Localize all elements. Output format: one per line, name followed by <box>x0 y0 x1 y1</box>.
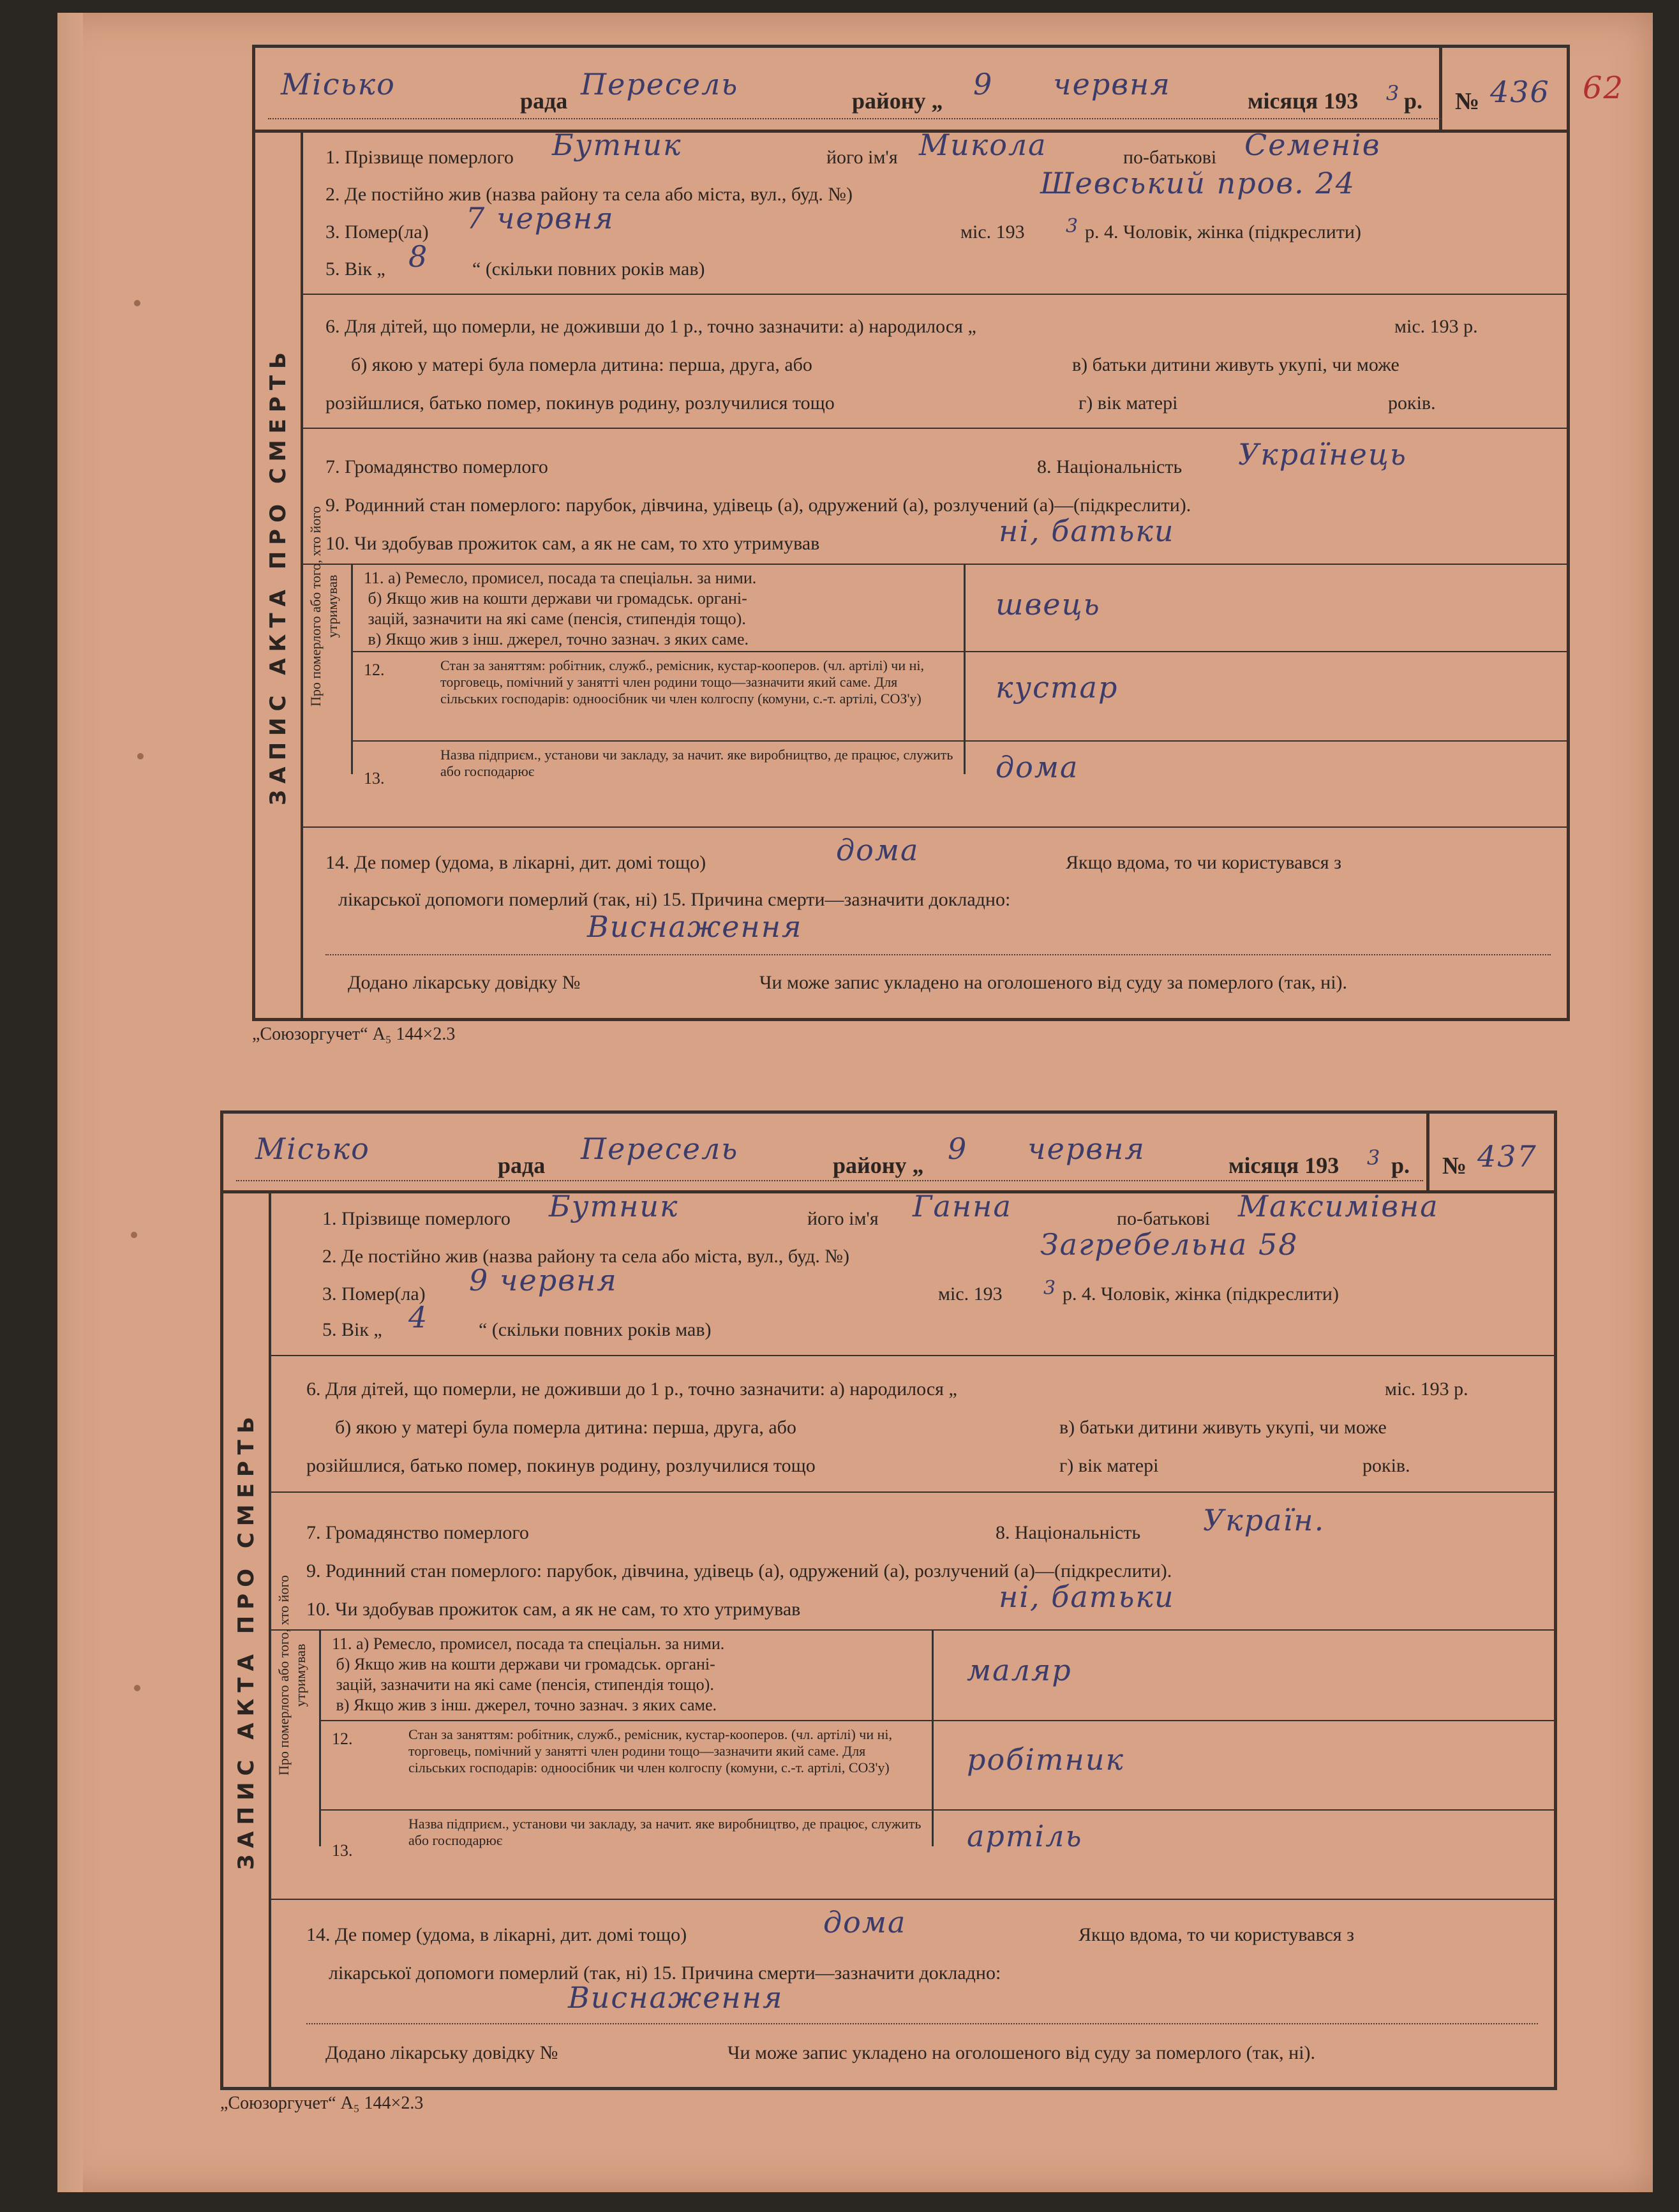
year-suffix: р. <box>1391 1153 1410 1178</box>
field-3-label: 3. Помер(ла) <box>322 1283 426 1304</box>
side-title: ЗАПИС АКТА ПРО СМЕРТЬ <box>255 130 303 1021</box>
field-3-month-label: міс. 193 <box>960 221 1025 243</box>
field-2-label: 2. Де постійно жив (назва району та села або міста, вул., буд. №) <box>325 184 853 205</box>
record-number-handwritten: 437 <box>1477 1139 1537 1174</box>
field-1-label: 1. Прізвище померлого <box>322 1208 511 1229</box>
record-number-box <box>1439 48 1567 130</box>
field-16-label: Додано лікарську довідку № <box>348 972 581 993</box>
punch-hole <box>134 1685 140 1691</box>
death-record-form-1 <box>252 45 1570 1021</box>
field-3-value: 7 червня <box>466 201 615 235</box>
field-4-label: р. 4. Чоловік, жінка (підкреслити) <box>1085 221 1361 243</box>
council-handwritten: Місько <box>255 1132 370 1166</box>
month-label: місяця 193 <box>1228 1153 1339 1178</box>
field-3-value: 9 червня <box>469 1263 618 1297</box>
punch-hole <box>134 300 140 306</box>
field-1-patronymic-label: по-батькові <box>1117 1208 1211 1229</box>
field-14-label: 14. Де помер (удома, в лікарні, дит. домі тощо) <box>325 852 706 873</box>
field-8-label: 8. Національність <box>996 1522 1141 1543</box>
field-8-value: Україн. <box>1203 1503 1325 1537</box>
council-label: рада <box>520 88 568 114</box>
field-6-line-2: б) якою у матері була померла дитина: перша, друга, або <box>335 1417 796 1438</box>
month-label: місяця 193 <box>1248 88 1359 114</box>
day-handwritten: 9 <box>973 67 994 101</box>
field-11-label: 11. а) Ремесло, промисел, посада та спеціальн. за ними. б) Якщо жив на кошти держави чи громадськ. органі- зацій, зазначити на які саме (пенсія, стипендія тощо). в) Якщо жив з інш. джерел, точно зазнач. з яких саме. <box>332 1634 725 1714</box>
field-6-line-3: розійшлися, батько помер, покинув родину, розлучилися тощо <box>306 1455 816 1476</box>
year-handwritten: 3 <box>1386 81 1401 105</box>
field-13-number: 13. <box>332 1841 353 1860</box>
field-1-label: 1. Прізвище померлого <box>325 147 514 168</box>
field-5-value: 8 <box>408 239 429 274</box>
field-1-surname: Бутник <box>549 1189 679 1223</box>
field-1-name: Микола <box>919 128 1047 162</box>
field-3-month-label: міс. 193 <box>938 1283 1003 1304</box>
year-suffix: р. <box>1404 88 1423 114</box>
field-1-name: Ганна <box>913 1189 1012 1223</box>
field-2-value: Загребельна 58 <box>1040 1227 1299 1262</box>
field-2-label: 2. Де постійно жив (назва району та села або міста, вул., буд. №) <box>322 1246 849 1267</box>
district-handwritten: Пересель <box>581 67 739 101</box>
field-6-line-2: б) якою у матері була померла дитина: перша, друга, або <box>351 354 812 375</box>
field-15-value: Виснаження <box>587 909 803 944</box>
field-10-label: 10. Чи здобував прожиток сам, а як не сам, то хто утримував <box>325 533 820 554</box>
field-7-label: 7. Громадянство померлого <box>306 1522 529 1543</box>
corner-number: 62 <box>1583 70 1625 106</box>
printer-footer-2: „Союзоргучет“ А₅ 144×2.3 <box>220 2093 424 2113</box>
field-1-patronymic-label: по-батькові <box>1123 147 1217 168</box>
field-5-value: 4 <box>408 1300 429 1334</box>
month-handwritten: червня <box>1053 67 1171 101</box>
council-label: рада <box>498 1153 546 1178</box>
field-5-label: 5. Вік „ <box>325 258 385 280</box>
field-6-line-1: 6. Для дітей, що померли, не доживши до 1 р., точно зазначити: а) народилося „ <box>325 316 976 337</box>
day-handwritten: 9 <box>948 1132 968 1166</box>
field-5-tail: “ (скільки повних років мав) <box>479 1319 712 1340</box>
field-11-value: маляр <box>967 1653 1072 1687</box>
field-11-value: швець <box>996 587 1101 622</box>
field-6-line-3-end: років. <box>1362 1455 1410 1476</box>
number-label: № <box>1442 1153 1467 1179</box>
field-16-label: Додано лікарську довідку № <box>325 2042 558 2063</box>
field-13-value: дома <box>996 750 1079 784</box>
printer-footer-1: „Союзоргучет“ А₅ 144×2.3 <box>252 1024 456 1044</box>
field-14-value: дома <box>836 833 920 867</box>
field-9-label: 9. Родинний стан померлого: парубок, дівчина, удівець (а), одружений (а), розлучений (а)—(підкреслити). <box>325 495 1191 516</box>
field-13-label: Назва підприєм., установи чи закладу, за начит. яке виробництво, де працює, служить або господарює <box>408 1816 922 1848</box>
district-label: району „ <box>833 1153 924 1178</box>
field-1-name-label: його ім'я <box>807 1208 879 1229</box>
field-5-tail: “ (скільки повних років мав) <box>472 258 705 280</box>
field-1-name-label: його ім'я <box>826 147 898 168</box>
field-10-value: ні, батьки <box>999 1580 1175 1614</box>
field-14-value: дома <box>823 1905 907 1939</box>
sub-section-side-label: Про померлого або того, хто його утримував <box>308 506 340 706</box>
field-6-line-1-tail: міс. 193 р. <box>1385 1379 1468 1400</box>
field-14-tail: Якщо вдома, то чи користувався з <box>1066 852 1341 873</box>
field-14-label: 14. Де помер (удома, в лікарні, дит. домі тощо) <box>306 1924 687 1945</box>
field-13-number: 13. <box>364 769 385 788</box>
field-12-value: робітник <box>967 1742 1124 1777</box>
side-title: ЗАПИС АКТА ПРО СМЕРТЬ <box>223 1190 271 2090</box>
record-header <box>223 1114 1554 1193</box>
field-4-label: р. 4. Чоловік, жінка (підкреслити) <box>1063 1283 1339 1304</box>
field-15-label: лікарської допомоги померлий (так, ні) 15. Причина смерти—зазначити докладно: <box>329 1962 1001 1984</box>
year-handwritten: 3 <box>1367 1146 1382 1170</box>
field-15-value: Виснаження <box>568 1980 784 2015</box>
district-label: району „ <box>852 88 943 114</box>
field-16-tail: Чи може запис укладено на оголошеного від суду за померлого (так, ні). <box>759 972 1348 993</box>
field-10-value: ні, батьки <box>999 514 1175 548</box>
record-number-box <box>1426 1114 1554 1190</box>
month-handwritten: червня <box>1027 1132 1145 1166</box>
field-14-tail: Якщо вдома, то чи користувався з <box>1078 1924 1354 1945</box>
field-6-line-2-tail: в) батьки дитини живуть укупі, чи може <box>1072 354 1399 375</box>
field-12-value: кустар <box>996 670 1119 705</box>
field-12-label: Стан за заняттям: робітник, служб., ремісник, кустар-кооперов. (чл. артілі) чи ні, торговець, помічний у занятті член родини тощо—зазначити який саме. Для сільських господарів: одноосібник чи член колгоспу (комуни, с.-т. артілі, СОЗ'у) <box>440 657 925 706</box>
field-12-number: 12. <box>332 1730 353 1748</box>
field-3-label: 3. Помер(ла) <box>325 221 429 243</box>
field-11-label: 11. а) Ремесло, промисел, посада та спеціальн. за ними. б) Якщо жив на кошти держави чи громадськ. органі- зацій, зазначити на які саме (пенсія, стипендія тощо). в) Якщо жив з інш. джерел, точно зазнач. з яких саме. <box>364 569 757 648</box>
field-10-label: 10. Чи здобував прожиток сам, а як не сам, то хто утримував <box>306 1599 801 1620</box>
field-6-line-3-end: років. <box>1388 392 1436 414</box>
field-1-patronymic: Максимівна <box>1238 1189 1439 1223</box>
punch-hole <box>131 1232 137 1238</box>
field-6-line-3-tail: г) вік матері <box>1059 1455 1159 1476</box>
record-header <box>255 48 1567 133</box>
field-12-label: Стан за заняттям: робітник, служб., ремісник, кустар-кооперов. (чл. артілі) чи ні, торговець, помічний у занятті член родини тощо—зазначити який саме. Для сільських господарів: одноосібник чи член колгоспу (комуни, с.-т. артілі, СОЗ'у) <box>408 1726 893 1775</box>
field-1-patronymic: Семенів <box>1244 128 1381 162</box>
field-1-surname: Бутник <box>552 128 682 162</box>
field-3-year: 3 <box>1066 215 1080 237</box>
council-handwritten: Місько <box>281 67 396 101</box>
field-12-number: 12. <box>364 661 385 679</box>
field-6-line-1: 6. Для дітей, що померли, не доживши до 1 р., точно зазначити: а) народилося „ <box>306 1379 957 1400</box>
field-9-label: 9. Родинний стан померлого: парубок, дівчина, удівець (а), одружений (а), розлучений (а)—(підкреслити). <box>306 1560 1172 1581</box>
field-5-label: 5. Вік „ <box>322 1319 382 1340</box>
field-6-line-2-tail: в) батьки дитини живуть укупі, чи може <box>1059 1417 1387 1438</box>
field-8-value: Українець <box>1238 437 1407 472</box>
field-7-label: 7. Громадянство померлого <box>325 456 548 477</box>
field-2-value: Шевський пров. 24 <box>1040 166 1355 200</box>
field-3-year: 3 <box>1043 1277 1057 1299</box>
field-6-line-1-tail: міс. 193 р. <box>1394 316 1478 337</box>
record-number-handwritten: 436 <box>1490 75 1550 109</box>
paper-edge <box>57 13 83 2192</box>
field-8-label: 8. Національність <box>1037 456 1183 477</box>
field-15-label: лікарської допомоги померлий (так, ні) 15. Причина смерти—зазначити докладно: <box>338 889 1011 910</box>
sub-section-side-label: Про померлого або того, хто його утримував <box>276 1575 308 1775</box>
district-handwritten: Пересель <box>581 1132 739 1166</box>
field-6-line-3-tail: г) вік матері <box>1078 392 1178 414</box>
field-16-tail: Чи може запис укладено на оголошеного від суду за померлого (так, ні). <box>728 2042 1316 2063</box>
punch-hole <box>137 753 144 759</box>
field-13-value: артіль <box>967 1819 1083 1853</box>
number-label: № <box>1455 88 1480 115</box>
field-6-line-3: розійшлися, батько помер, покинув родину, розлучилися тощо <box>325 392 835 414</box>
death-record-form-2 <box>220 1110 1557 2090</box>
field-13-label: Назва підприєм., установи чи закладу, за начит. яке виробництво, де працює, служить або господарює <box>440 747 953 779</box>
